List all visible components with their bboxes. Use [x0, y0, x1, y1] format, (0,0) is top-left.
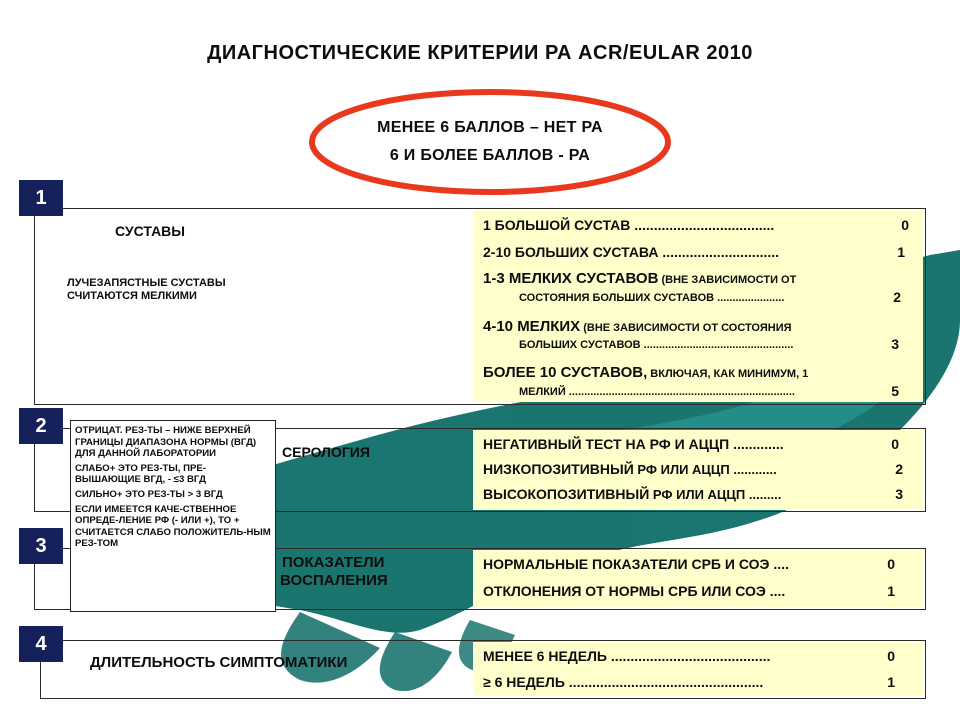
section-serology-heading: СЕРОЛОГИЯ — [282, 444, 370, 460]
section-number-1: 1 — [19, 180, 63, 216]
serology-note-box — [70, 420, 276, 612]
rule-line-no-ra: МЕНЕЕ 6 БАЛЛОВ – НЕТ РА — [377, 119, 603, 136]
joints-criteria-panel — [473, 210, 923, 402]
criteria-score: 3 — [895, 486, 903, 502]
criteria-row: 1-3 МЕЛКИХ СУСТАВОВ (ВНЕ ЗАВИСИМОСТИ ОТ — [483, 270, 797, 287]
duration-criteria-panel — [473, 642, 923, 696]
serology-criteria-panel — [473, 430, 923, 510]
page-title: ДИАГНОСТИЧЕСКИЕ КРИТЕРИИ РА ACR/EULAR 2010 — [207, 42, 753, 64]
section-inflammation-heading: ПОКАЗАТЕЛИ ВОСПАЛЕНИЯ — [280, 554, 388, 589]
criteria-row: ОТКЛОНЕНИЯ ОТ НОРМЫ СРБ ИЛИ СОЭ .... — [483, 583, 786, 599]
note-paragraph: СИЛЬНО+ ЭТО РЕЗ-ТЫ > 3 ВГД — [75, 488, 223, 500]
criteria-row: БОЛЕЕ 10 СУСТАВОВ, ВКЛЮЧАЯ, КАК МИНИМУМ, 1 — [483, 364, 809, 381]
criteria-row: 4-10 МЕЛКИХ (ВНЕ ЗАВИСИМОСТИ ОТ СОСТОЯНИЯ — [483, 318, 792, 335]
criteria-score: 0 — [887, 556, 895, 572]
section-duration-heading: ДЛИТЕЛЬНОСТЬ СИМПТОМАТИКИ — [90, 654, 348, 671]
criteria-row: МЕНЕЕ 6 НЕДЕЛЬ ......................................... — [483, 648, 771, 664]
criteria-score: 2 — [895, 461, 903, 477]
section-number-2: 2 — [19, 408, 63, 444]
criteria-score: 1 — [897, 244, 905, 260]
criteria-score: 1 — [887, 674, 895, 690]
criteria-row: НИЗКОПОЗИТИВНЫЙ РФ ИЛИ АЦЦП ............ — [483, 461, 777, 477]
criteria-row-continuation: СОСТОЯНИЯ БОЛЬШИХ СУСТАВОВ ...................... — [519, 292, 785, 304]
criteria-score: 2 — [893, 289, 901, 305]
criteria-row-continuation: БОЛЬШИХ СУСТАВОВ ................................................. — [519, 339, 794, 351]
criteria-row-continuation: МЕЛКИЙ .......................................................................... — [519, 386, 795, 398]
criteria-row: 1 БОЛЬШОЙ СУСТАВ .................................... — [483, 217, 775, 233]
criteria-score: 0 — [901, 217, 909, 233]
criteria-score: 1 — [887, 583, 895, 599]
criteria-score: 3 — [891, 336, 899, 352]
criteria-score: 0 — [891, 436, 899, 452]
criteria-row: 2-10 БОЛЬШИХ СУСТАВА .............................. — [483, 244, 780, 260]
section-joints-note: ЛУЧЕЗАПЯСТНЫЕ СУСТАВЫ СЧИТАЮТСЯ МЕЛКИМИ — [67, 277, 226, 302]
criteria-row: ≥ 6 НЕДЕЛЬ .................................................. — [483, 674, 764, 690]
note-paragraph: СЛАБО+ ЭТО РЕЗ-ТЫ, ПРЕ-ВЫШАЮЩИЕ ВГД, - ≤3 ВГД — [75, 462, 207, 486]
section-joints-heading: СУСТАВЫ — [115, 223, 185, 239]
scoring-rule — [330, 119, 650, 165]
section-number-3: 3 — [19, 528, 63, 564]
inflammation-criteria-panel — [473, 550, 923, 607]
criteria-row: ВЫСОКОПОЗИТИВНЫЙ РФ ИЛИ АЦЦП ......... — [483, 486, 782, 502]
criteria-score: 5 — [891, 383, 899, 399]
note-paragraph: ОТРИЦАТ. РЕЗ-ТЫ – НИЖЕ ВЕРХНЕЙ ГРАНИЦЫ ДИАПАЗОНА НОРМЫ (ВГД) ДЛЯ ДАННОЙ ЛАБОРАТОРИИ — [75, 425, 257, 460]
rule-line-ra: 6 И БОЛЕЕ БАЛЛОВ - РА — [389, 147, 591, 164]
section-number-4: 4 — [19, 626, 63, 662]
criteria-row: НЕГАТИВНЫЙ ТЕСТ НА РФ И АЦЦП ............. — [483, 436, 784, 452]
criteria-score: 0 — [887, 648, 895, 664]
criteria-row: НОРМАЛЬНЫЕ ПОКАЗАТЕЛИ СРБ И СОЭ .... — [483, 556, 789, 572]
note-paragraph: ЕСЛИ ИМЕЕТСЯ КАЧЕ-СТВЕННОЕ ОПРЕДЕ-ЛЕНИЕ РФ (- ИЛИ +), ТО + СЧИТАЕТСЯ СЛАБО ПОЛОЖИТЕЛЬ-НЫМ РЕЗ-ТОМ — [75, 503, 271, 550]
